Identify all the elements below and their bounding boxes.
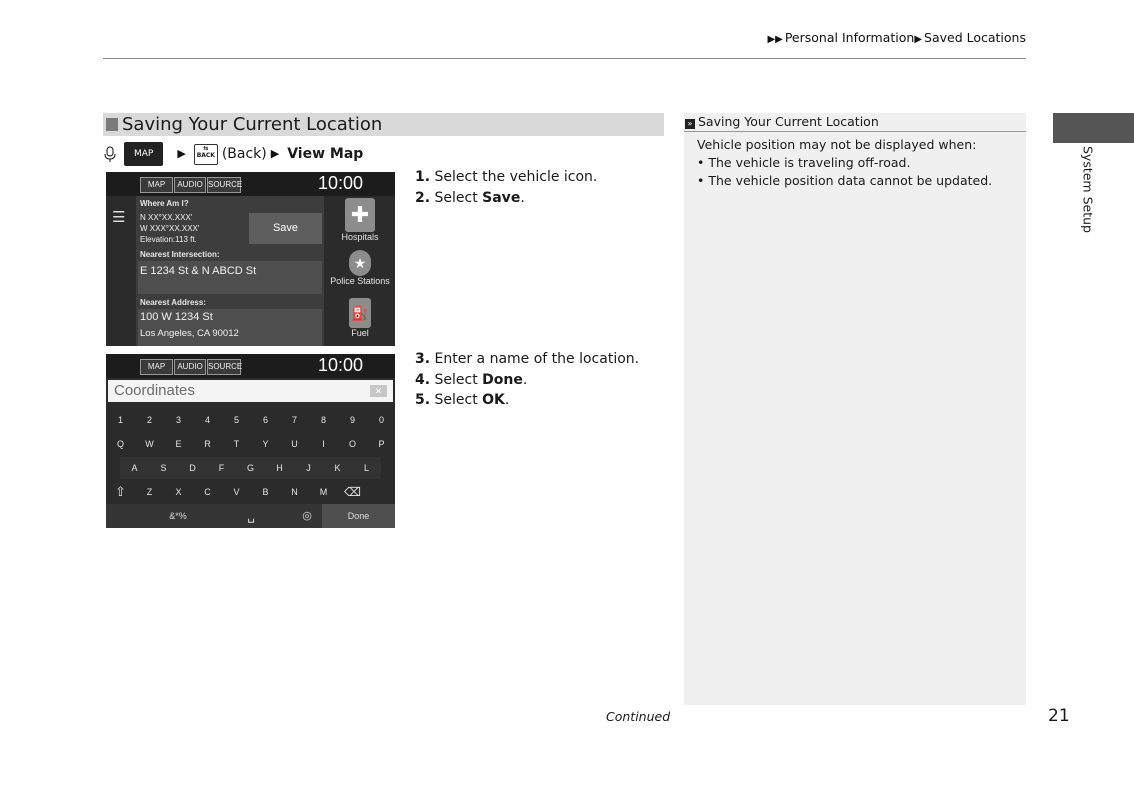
address-line1: 100 W 1234 St xyxy=(140,311,213,323)
clock: 10:00 xyxy=(318,355,364,375)
hospitals-shortcut[interactable] xyxy=(327,198,393,242)
step-keyword: OK xyxy=(482,392,505,408)
clear-icon[interactable]: ✕ xyxy=(370,385,387,397)
key[interactable]: N xyxy=(291,487,298,497)
back-icon-text: BACK xyxy=(196,151,215,159)
voice-icon[interactable]: ◎ xyxy=(302,510,312,522)
step-number: 3. xyxy=(415,351,431,367)
key[interactable]: W xyxy=(145,439,154,449)
intersection-box[interactable] xyxy=(138,261,322,294)
intersection-value: E 1234 St & N ABCD St xyxy=(140,265,257,277)
step xyxy=(415,188,597,209)
step xyxy=(415,349,639,370)
key[interactable]: G xyxy=(246,463,254,473)
note-intro: Vehicle position may not be displayed when: xyxy=(697,137,977,152)
steps-group-1 xyxy=(415,167,597,208)
key[interactable]: D xyxy=(189,463,196,473)
step-keyword: Save xyxy=(482,189,521,206)
space-key-icon[interactable]: ␣ xyxy=(247,509,255,523)
key[interactable]: K xyxy=(334,463,341,473)
chapter-tab xyxy=(1053,113,1134,143)
fuel-icon: ⛽ xyxy=(349,298,371,328)
note-bullet-text: The vehicle is traveling off-road. xyxy=(708,155,911,170)
key[interactable]: P xyxy=(378,439,385,449)
chapter-label: System Setup xyxy=(1080,146,1096,233)
tab-audio[interactable]: AUDIO xyxy=(174,177,206,193)
step-text: Select xyxy=(434,392,483,408)
continued-label: Continued xyxy=(606,709,671,724)
note-title xyxy=(684,113,1026,132)
key[interactable]: Y xyxy=(262,439,269,449)
address-box[interactable] xyxy=(138,309,322,346)
view-map-label: View Map xyxy=(287,146,364,162)
fuel-shortcut[interactable] xyxy=(327,298,393,338)
police-shortcut[interactable] xyxy=(327,250,393,286)
key[interactable]: S xyxy=(160,463,167,473)
step-text: . xyxy=(520,189,525,206)
key[interactable]: 4 xyxy=(204,415,210,425)
tab-map[interactable]: MAP xyxy=(140,177,173,193)
key[interactable]: C xyxy=(204,487,211,497)
key[interactable]: 1 xyxy=(117,415,123,425)
step-keyword: Done xyxy=(482,371,523,388)
latitude: N XX°XX.XXX' xyxy=(140,213,193,222)
intersection-label: Nearest Intersection: xyxy=(140,250,220,259)
step-text: Enter a name of the location. xyxy=(434,351,640,367)
note-box xyxy=(684,113,1026,705)
key[interactable]: Q xyxy=(116,439,124,449)
name-input-value: Coordinates xyxy=(114,382,195,399)
keyboard-screenshot xyxy=(106,354,395,528)
step-text: Select xyxy=(434,189,483,206)
done-key[interactable]: Done xyxy=(322,504,395,528)
key[interactable]: E xyxy=(175,439,182,449)
key[interactable]: O xyxy=(348,439,356,449)
step-number: 2. xyxy=(415,189,431,206)
step-number: 5. xyxy=(415,392,431,408)
elevation: Elevation:113 ft. xyxy=(140,235,197,244)
key[interactable]: J xyxy=(306,463,311,473)
shift-icon[interactable]: ⇧ xyxy=(115,484,126,499)
back-button-icon: ⇆ BACK xyxy=(194,144,218,165)
note-body xyxy=(697,136,992,190)
location-panel xyxy=(136,196,324,346)
section-title xyxy=(103,113,664,136)
key[interactable]: H xyxy=(276,463,283,473)
key[interactable]: U xyxy=(291,439,298,449)
keyboard-row-numbers xyxy=(106,409,395,431)
tab-map[interactable]: MAP xyxy=(140,359,173,375)
hospital-icon: ✚ xyxy=(345,198,375,232)
key[interactable]: 9 xyxy=(349,415,355,425)
key[interactable]: R xyxy=(204,439,211,449)
tab-audio[interactable]: AUDIO xyxy=(174,359,206,375)
arrow-icon: ▶ xyxy=(914,34,923,45)
section-title-text: Saving Your Current Location xyxy=(122,114,383,135)
step-text: Select the vehicle icon. xyxy=(434,169,598,185)
key[interactable]: 8 xyxy=(320,415,326,425)
backspace-icon[interactable]: ⌫ xyxy=(344,485,361,499)
voice-command-icon xyxy=(104,146,116,163)
map-button-icon: MAP xyxy=(124,142,163,166)
square-bullet-icon xyxy=(106,118,118,131)
keyboard-row-bottom xyxy=(106,481,367,503)
arrow-icon: ▶▶ xyxy=(767,34,783,45)
key[interactable]: Z xyxy=(146,487,153,497)
navigation-path xyxy=(104,142,363,166)
step-text: . xyxy=(504,392,510,408)
symbols-key[interactable]: &*% xyxy=(169,511,187,521)
note-bullet-text: The vehicle position data cannot be updated. xyxy=(708,173,993,188)
page-number: 21 xyxy=(1048,706,1070,726)
menu-icon[interactable]: ☰ xyxy=(112,209,126,226)
key[interactable]: 3 xyxy=(175,415,181,425)
police-icon: ★ xyxy=(349,250,371,276)
key[interactable]: F xyxy=(218,463,225,473)
note-title-text: Saving Your Current Location xyxy=(698,114,879,129)
note-bullet: • The vehicle position data cannot be updated. xyxy=(697,173,993,188)
breadcrumb xyxy=(767,30,1026,45)
key[interactable]: V xyxy=(233,487,240,497)
status-bar xyxy=(106,172,395,196)
tab-source[interactable]: SOURCE xyxy=(207,359,241,375)
key[interactable]: A xyxy=(131,463,138,473)
address-line2: Los Angeles, CA 90012 xyxy=(140,328,239,339)
breadcrumb-part1: Personal Information xyxy=(784,30,915,45)
key[interactable]: 6 xyxy=(262,415,268,425)
police-label: Police Stations xyxy=(330,276,390,286)
arrow-icon: ▶ xyxy=(177,147,186,160)
key[interactable]: 0 xyxy=(378,415,384,425)
back-label: (Back) xyxy=(221,146,267,162)
clock: 10:00 xyxy=(318,173,364,193)
keyboard-bottom-bar xyxy=(106,504,395,528)
longitude: W XXX°XX.XXX' xyxy=(140,224,200,233)
header-divider xyxy=(103,58,1026,59)
address-label: Nearest Address: xyxy=(140,298,206,307)
where-am-i-screenshot xyxy=(106,172,395,346)
key[interactable]: 5 xyxy=(233,415,239,425)
step xyxy=(415,370,639,391)
name-input[interactable] xyxy=(108,380,393,402)
steps-group-2 xyxy=(415,349,639,411)
note-icon: » xyxy=(685,119,695,129)
tab-source[interactable]: SOURCE xyxy=(207,177,241,193)
key[interactable]: B xyxy=(262,487,269,497)
step-text: . xyxy=(522,371,528,388)
key[interactable]: 2 xyxy=(146,415,152,425)
step-number: 1. xyxy=(415,169,431,185)
note-bullet: • The vehicle is traveling off-road. xyxy=(697,155,911,170)
breadcrumb-part2: Saved Locations xyxy=(924,30,1026,45)
step-number: 4. xyxy=(415,371,431,388)
where-label: Where Am I? xyxy=(140,199,189,208)
hospitals-label: Hospitals xyxy=(341,232,379,242)
step-text: Select xyxy=(434,371,483,388)
key[interactable]: L xyxy=(363,463,369,473)
arrow-icon: ▶ xyxy=(270,147,280,160)
keyboard-row-top xyxy=(106,433,395,455)
fuel-label: Fuel xyxy=(351,328,369,338)
save-button[interactable]: Save xyxy=(249,213,322,244)
key[interactable]: I xyxy=(322,439,325,449)
key[interactable]: X xyxy=(175,487,182,497)
step xyxy=(415,167,597,188)
step xyxy=(415,390,639,411)
status-bar xyxy=(106,354,395,378)
key[interactable]: 7 xyxy=(291,415,297,425)
key[interactable]: T xyxy=(233,439,240,449)
key[interactable]: M xyxy=(319,487,328,497)
keyboard-row-middle xyxy=(120,457,381,479)
